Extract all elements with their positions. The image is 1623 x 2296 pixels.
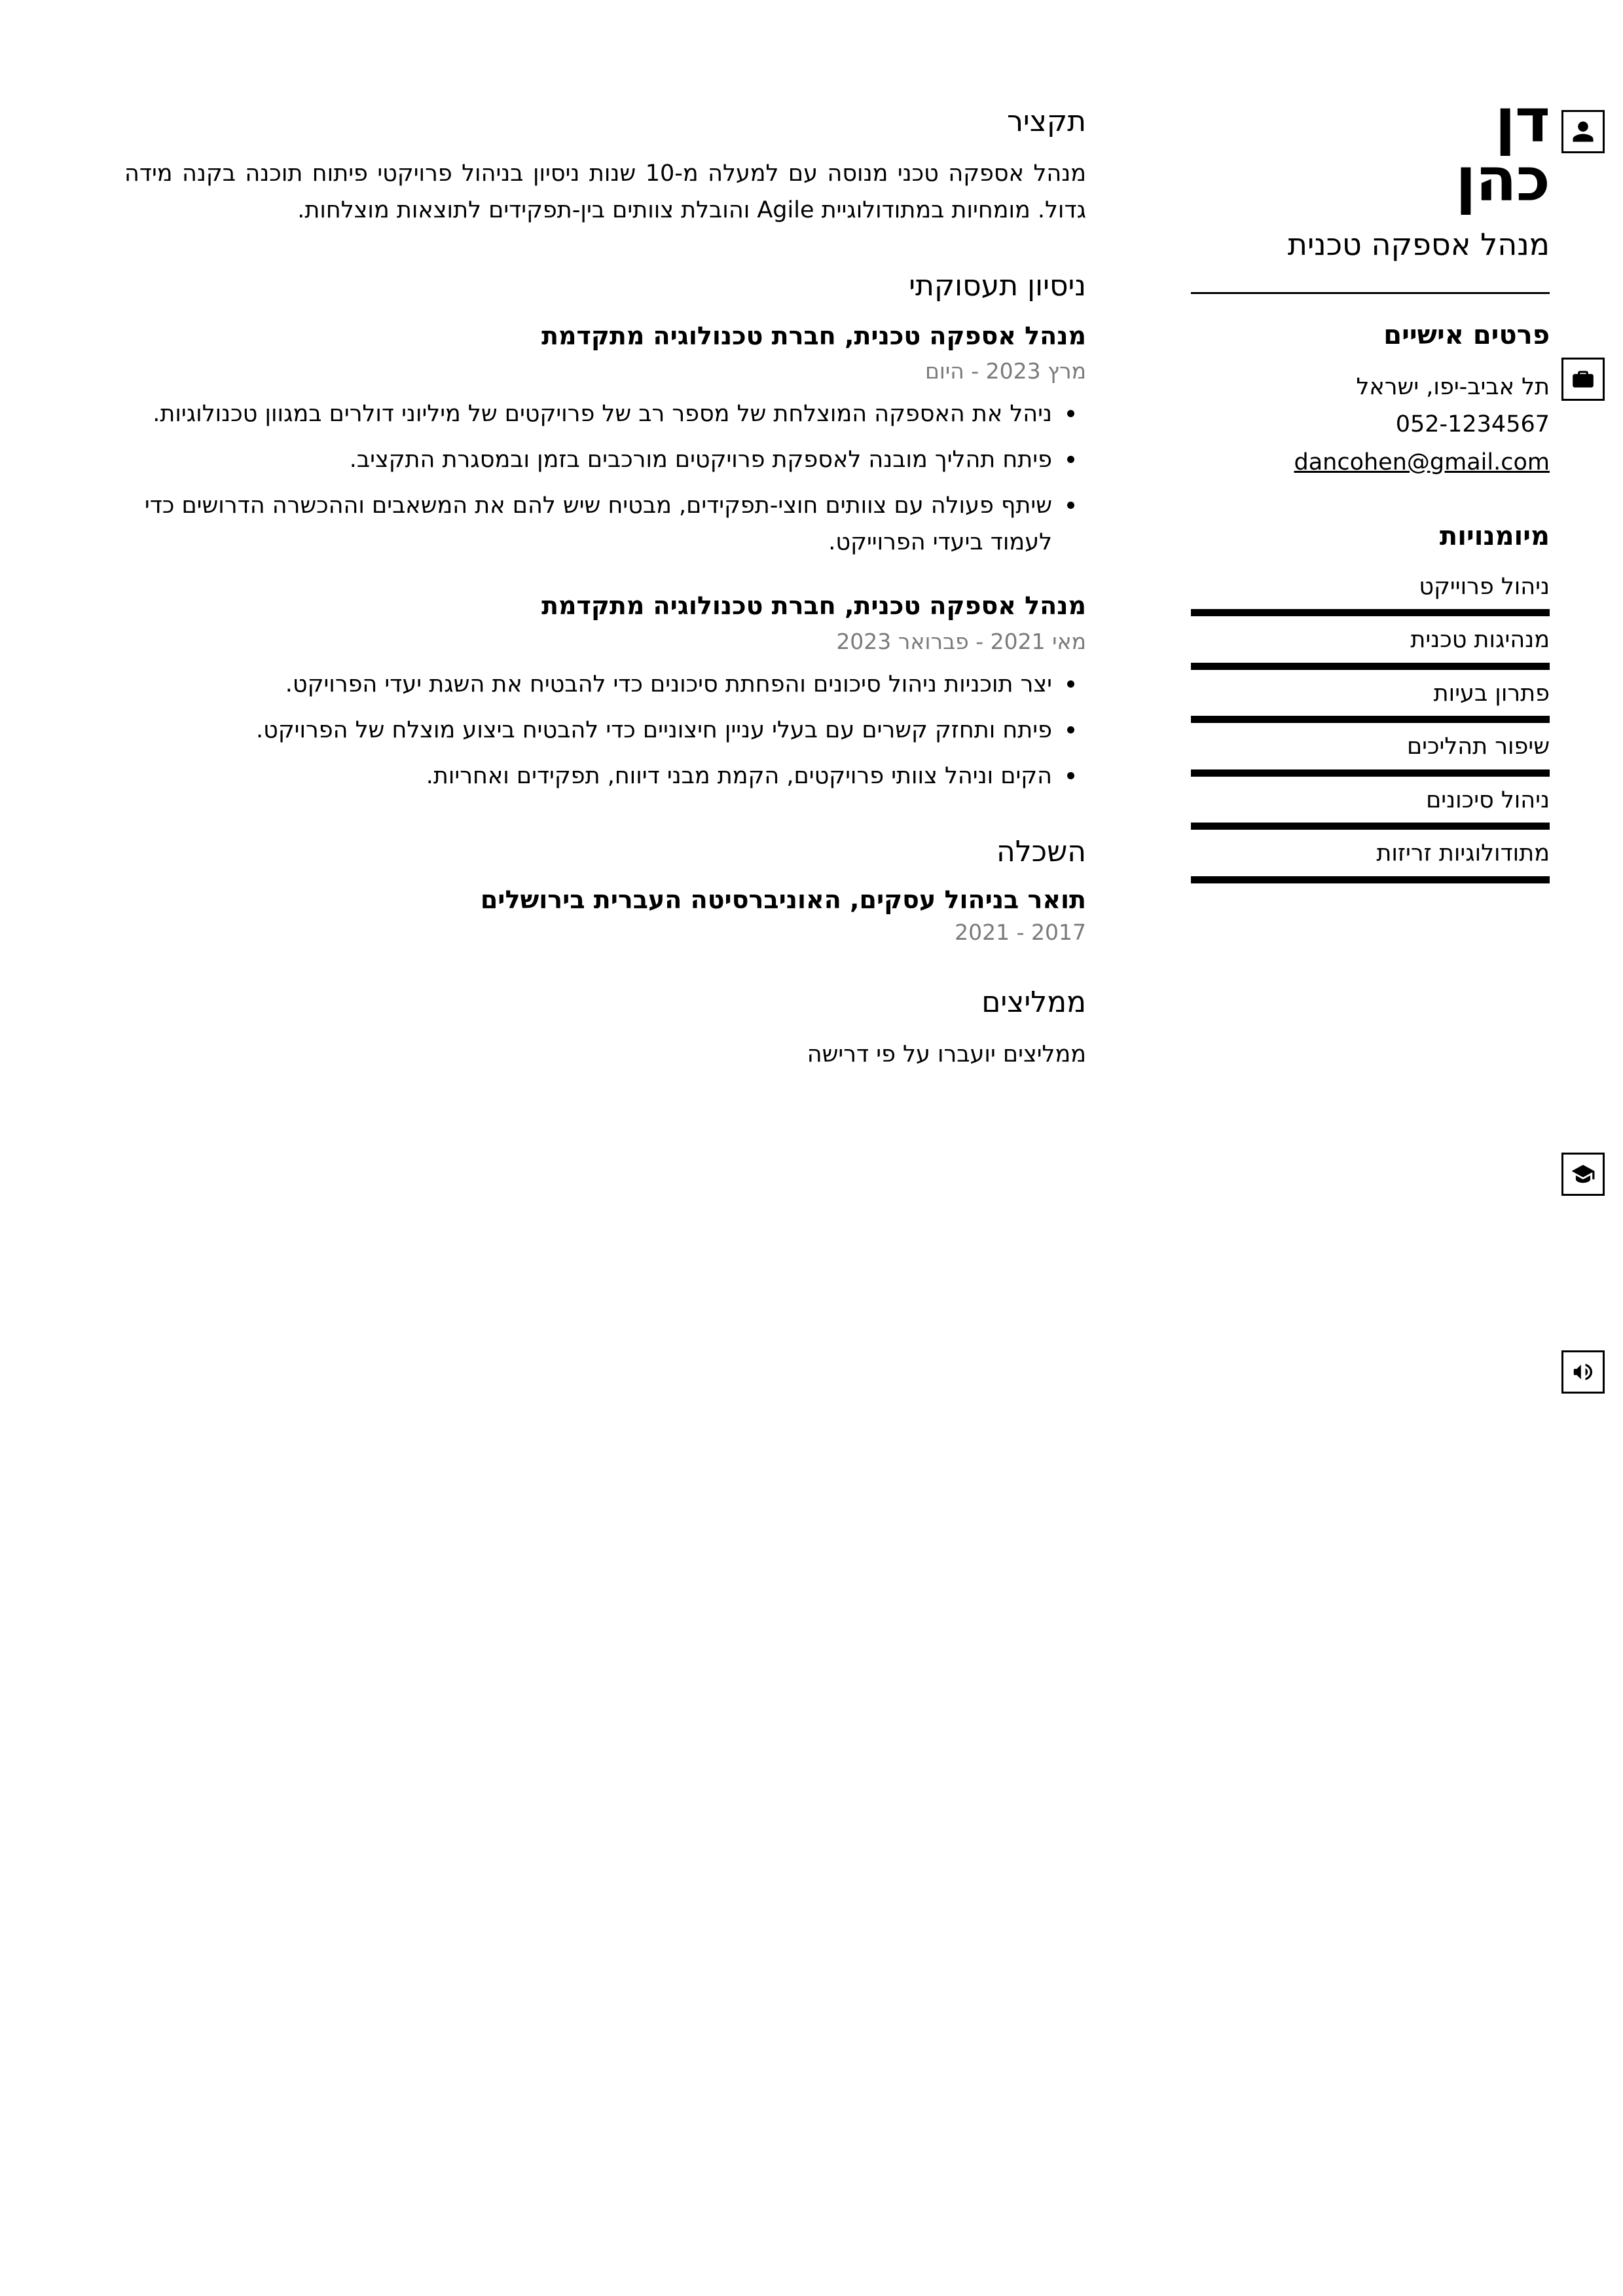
bullet-item: הקים וניהל צוותי פרויקטים, הקמת מבני דיווח, תפקידים ואחריות. [124,758,1052,794]
skill-label: ניהול פרוייקט [1419,573,1550,600]
phone-text: 052-1234567 [1395,411,1550,438]
references-section [124,986,1086,1073]
bullet-item: יצר תוכניות ניהול סיכונים והפחתת סיכונים כדי להבטיח את השגת יעדי הפרויקט. [124,666,1052,703]
graduation-cap-icon [1561,1153,1605,1196]
education-item [124,885,1086,945]
email-link[interactable] [1191,444,1550,482]
divider [1191,292,1550,294]
skill-level-bar [1191,769,1550,777]
bullet-item: ניהל את האספקה המוצלחת של מספר רב של פרויקטים של מיליוני דולרים במגוון טכנולוגיות. [124,396,1052,432]
location-text: תל אביב-יפו, ישראל [1356,373,1550,400]
bullet-item: פיתח ותחזק קשרים עם בעלי עניין חיצוניים כדי להבטיח ביצוע מוצלח של הפרויקט. [124,712,1052,749]
experience-role: מנהל אספקה טכנית, חברת טכנולוגיה מתקדמת [541,322,1086,350]
skill-label: מנהיגות טכנית [1410,627,1550,654]
skill-item [1191,623,1550,670]
first-name: דן [1495,86,1550,156]
education-title: השכלה [996,834,1086,868]
skill-item [1191,836,1550,883]
summary-text: מנהל אספקה טכני מנוסה עם למעלה מ-10 שנות ניסיון בניהול פרויקטי פיתוח תוכנה בקנה מידה גדול. מומחיות במתודולוגיית Agile והובלת צוותים בין-תפקידים לתוצאות מוצלחות. [124,160,1086,223]
experience-dates: מאי 2021 - פברואר 2023 [836,628,1086,654]
experience-section [124,269,1086,794]
skill-level-bar [1191,716,1550,723]
skills-section [1191,521,1550,883]
skill-item [1191,676,1550,724]
summary-section [124,105,1086,229]
experience-bullets [124,666,1086,794]
skill-label: פתרון בעיות [1433,680,1550,707]
skill-item [1191,783,1550,830]
skill-level-bar [1191,823,1550,830]
references-title: ממליצים [981,985,1086,1019]
sidebar [1152,0,1623,890]
bullet-item: שיתף פעולה עם צוותים חוצי-תפקידים, מבטיח שיש להם את המשאבים וההכשרה הדרושים כדי לעמוד ביעדי הפרוייקט. [124,487,1052,561]
education-degree: תואר בניהול עסקים, האוניברסיטה העברית בירושלים [480,885,1086,914]
main-content [0,0,1125,1113]
education-section [124,835,1086,945]
skill-label: ניהול סיכונים [1426,787,1550,813]
skills-title: מיומנויות [1439,521,1550,551]
experience-title: ניסיון תעסוקתי [909,269,1086,303]
skill-level-bar [1191,663,1550,670]
experience-role: מנהל אספקה טכנית, חברת טכנולוגיה מתקדמת [541,591,1086,621]
skills-list [1191,570,1550,883]
job-title: מנהל אספקה טכנית [1287,227,1550,263]
experience-item [124,589,1086,794]
bullet-item: פיתח תהליך מובנה לאספקת פרויקטים מורכבים בזמן ובמסגרת התקציב. [124,441,1052,478]
personal-details-section [1191,320,1550,482]
megaphone-icon [1561,1350,1605,1394]
email-text: dancohen@gmail.com [1294,449,1550,475]
skill-label: מתודולוגיות זריזות [1376,840,1550,867]
skill-label: שיפור תהליכים [1406,733,1550,760]
education-dates: 2017 - 2021 [955,919,1086,945]
skill-level-bar [1191,876,1550,883]
references-text: ממליצים יועברו על פי דרישה [807,1041,1086,1067]
skill-item [1191,730,1550,777]
personal-details-title: פרטים אישיים [1383,320,1550,350]
summary-title: תקציר [1007,105,1086,138]
skill-item [1191,570,1550,617]
experience-bullets [124,396,1086,561]
experience-item [124,320,1086,561]
experience-dates: מרץ 2023 - היום [924,358,1086,384]
skill-level-bar [1191,609,1550,616]
last-name: כהן [1455,145,1550,215]
name-block [1191,86,1550,263]
